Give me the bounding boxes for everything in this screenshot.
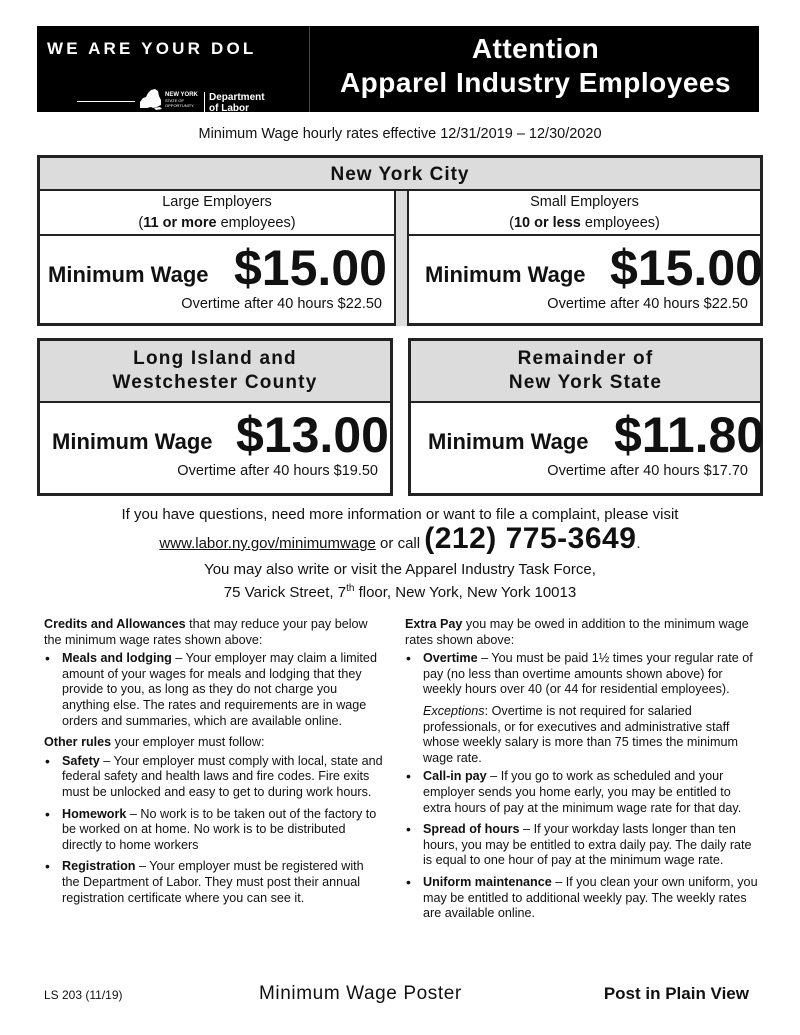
effective-dates: Minimum Wage hourly rates effective 12/31/2019 – 12/30/2020 [198,126,602,142]
poster-header [37,26,759,112]
overtime-rate: Overtime after 40 hours $17.70 [547,463,748,479]
list-item [44,754,384,801]
department-name [209,92,265,114]
contact-address [0,560,800,602]
list-item [405,651,760,698]
title-line1: Attention [471,33,600,64]
header-separator [309,26,310,112]
address-line1: You may also write or visit the Apparel Industry Task Force, [204,561,596,578]
registration-title: Registration [62,859,136,874]
address-city: floor, New York, New York 10013 [354,584,577,601]
list-item [405,822,760,869]
period: . [636,535,641,552]
extra-pay-list-continued [405,769,760,921]
paren: ( [138,215,144,231]
safety-title: Safety [62,753,100,768]
minimum-wage-link[interactable]: www.labor.ny.gov/minimumwage [159,535,376,552]
department-line1: Department [209,92,265,103]
paren: ( [509,215,514,231]
credits-heading: Credits and Allowances [44,617,186,631]
qualifier-bold: 10 or less [513,215,581,231]
uniform-title: Uniform maintenance [423,874,552,889]
callin-text: – If you go to work as scheduled and your employer sends you home early, you may be entitled to extra hours of pay at the minimum wage rate for that day. [423,769,742,815]
remainder-heading [411,341,760,403]
extra-pay-text: you may be owed in addition to the minimum wage rates shown above: [405,617,749,647]
wage-label: Minimum Wage [428,429,589,454]
wage-label: Minimum Wage [425,262,586,287]
other-rules-heading: Other rules [44,735,112,750]
small-employers-panel [409,191,763,326]
credits-intro [44,617,384,648]
large-employers-label [40,191,394,236]
large-wage-row [40,236,394,296]
overtime-text: – You must be paid 1½ times your regular rate of pay (no less than overtime amounts shown above) for weekly hours over 40 (or 44 for residential employees). [423,651,753,697]
homework-title: Homework [62,806,127,821]
small-employers-qualifier [409,213,760,234]
nyc-heading: New York City [40,158,760,191]
dol-brand [37,26,307,112]
small-wage-row [409,236,763,296]
heading-line2: Westchester County [112,372,318,393]
wage-label: Minimum Wage [52,429,213,454]
overtime-rate: Overtime after 40 hours $19.50 [177,463,378,479]
wage-amount: $13.00 [236,407,389,463]
contact-line2 [0,522,800,555]
logo-divider [204,92,205,112]
footer-title: Minimum Wage Poster [259,983,462,1004]
heading-line1: Long Island and [133,348,297,369]
meals-title: Meals and lodging [62,651,172,666]
title-line2: Apparel Industry Employees [339,67,732,98]
large-employers-title: Large Employers [162,194,272,210]
exceptions-text: : Overtime is not required for salaried professionals, or for executives and administrative staff whose weekly salary is more than 75 times the minimum wage rate. [423,703,738,765]
right-column [405,617,760,928]
remainder-wage-row [411,403,765,463]
small-employers-title: Small Employers [530,194,639,210]
left-column [44,617,384,912]
callin-title: Call-in pay [423,769,487,784]
phone-number[interactable]: (212) 775-3649 [424,522,637,555]
overtime-rate: Overtime after 40 hours $22.50 [547,296,748,312]
list-item [44,651,384,729]
exceptions-note [405,704,760,766]
form-code: LS 203 (11/19) [44,988,123,1002]
poster-title [312,32,759,100]
exceptions-label: Exceptions [423,703,485,718]
meals-text: – Your employer may claim a limited amount of your wages for meals and lodging that they provide to you, as long as they do not charge you anything else. The rates and requirements are in wage orders and summaries, which are available online. [62,651,377,728]
poster-footer [0,983,800,1007]
nyc-column-gap [394,191,409,326]
list-item [44,859,384,906]
post-notice: Post in Plain View [603,984,749,1003]
registration-text: – Your employer must be registered with the Department of Labor. They must post their annual registration certificate where you can see it. [62,859,364,905]
credits-text: that may reduce your pay below the minimum wage rates shown above: [44,617,368,647]
uniform-text: – If you clean your own uniform, you may be entitled to additional weekly pay. The weekly rates are available online. [423,874,758,921]
spread-text: – If your workday lasts longer than ten hours, you may be entitled to extra daily pay. The daily rate is equal to one hour of pay at the minimum wage rate. [423,822,752,868]
ordinal-suffix: th [346,583,355,594]
extra-pay-intro [405,617,760,648]
divider-line [77,101,135,102]
ny-wordmark-line2: STATE OF [165,98,184,103]
remainder-nys-wage-box [408,338,763,496]
wage-label: Minimum Wage [48,262,209,287]
wage-amount: $15.00 [234,240,387,296]
other-rules-intro [44,735,384,751]
heading-line2: New York State [508,372,663,393]
list-item [44,807,384,854]
ny-wordmark-line1: NEW YORK [165,92,198,98]
contact-info [0,505,800,602]
safety-text: – Your employer must comply with local, state and federal safety and health laws and fire codes. Fire exits must be unlocked and easy to get to during work hours. [62,753,383,799]
list-item [405,875,760,922]
large-employers-panel [40,191,394,326]
nyc-wage-box [37,155,763,326]
address-street: 75 Varick Street, 7 [223,584,347,601]
rules-list [44,754,384,906]
wage-amount: $11.80 [614,407,765,463]
department-line2: of Labor [209,103,249,114]
spread-title: Spread of hours [423,822,520,837]
long-island-heading [40,341,390,403]
long-island-wage-box [37,338,393,496]
long-island-wage-row [40,403,390,463]
overtime-title: Overtime [423,651,478,666]
slogan: WE ARE YOUR DOL [47,39,257,58]
qualifier-rest: employees) [580,215,660,231]
small-employers-label [409,191,760,236]
list-item [405,769,760,816]
extra-pay-list [405,651,760,698]
extra-pay-heading: Extra Pay [405,617,463,631]
homework-text: – No work is to be taken out of the factory to be worked on at home. No work is to be distributed directly to home workers [62,806,377,852]
credits-list [44,651,384,729]
address-line2 [0,579,800,602]
contact-line1: If you have questions, need more information or want to file a complaint, please visit [121,506,679,523]
heading-line1: Remainder of [517,348,654,369]
or-call-text: or call [375,535,425,552]
ny-state-logo-icon [137,88,163,110]
wage-amount: $15.00 [610,240,763,296]
other-rules-text: your employer must follow: [111,735,265,750]
ny-wordmark [165,92,198,108]
qualifier-bold: 11 or more [143,215,217,231]
large-employers-qualifier [40,213,394,234]
ny-wordmark-line3: OPPORTUNITY. [165,103,195,108]
qualifier-rest: employees) [216,215,296,231]
overtime-rate: Overtime after 40 hours $22.50 [181,296,382,312]
